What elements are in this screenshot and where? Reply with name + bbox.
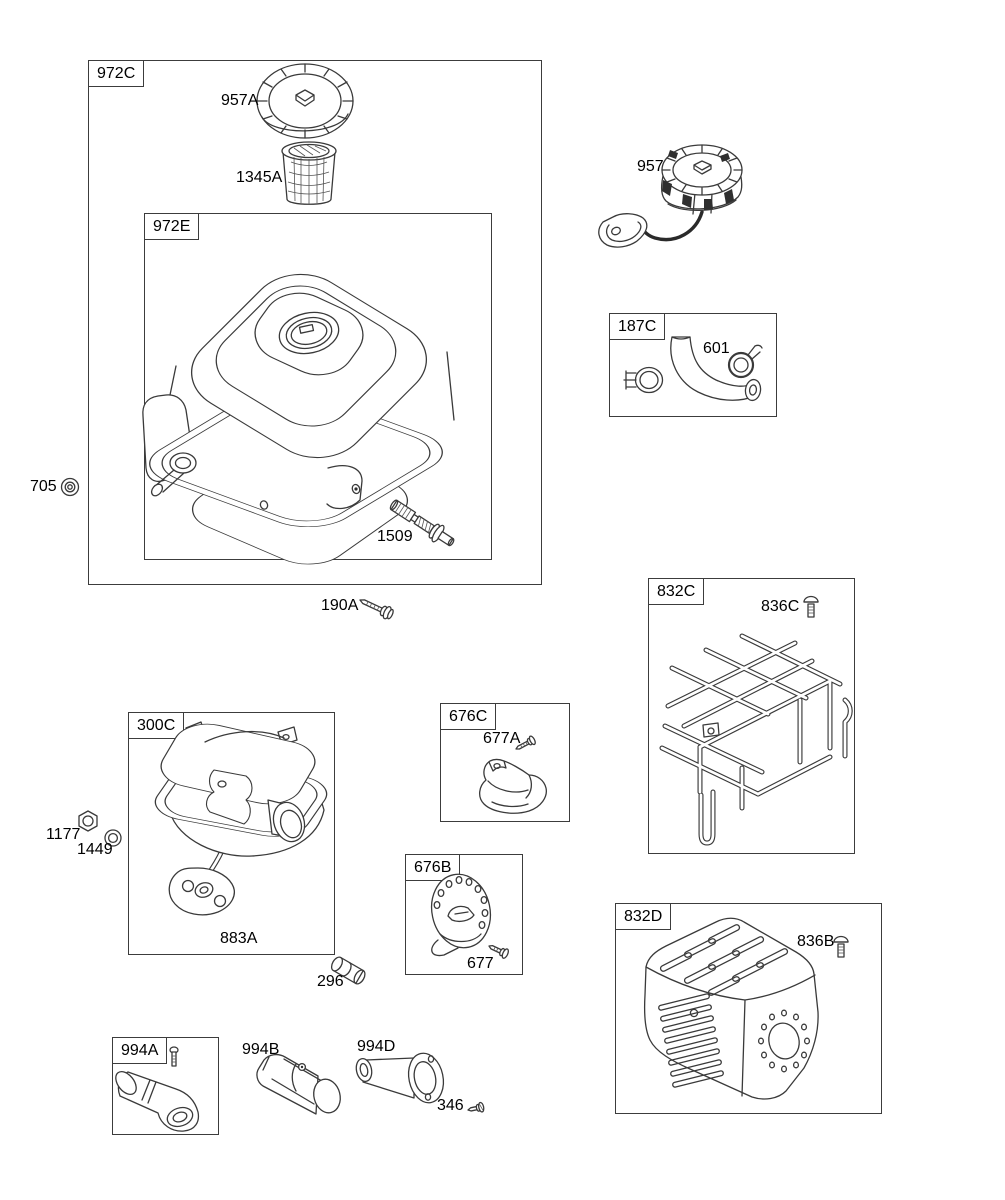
muffler-300c-drawing xyxy=(145,718,336,915)
callout-1345a: 1345A xyxy=(236,169,283,186)
callout-1177: 1177 xyxy=(46,826,81,843)
callout-346: 346 xyxy=(437,1097,464,1114)
callout-957: 957 xyxy=(637,158,664,175)
muffler-shield-832d-drawing xyxy=(645,918,818,1099)
deflector-676c-drawing xyxy=(480,760,547,814)
callout-705: 705 xyxy=(30,478,57,495)
group-label-832d: 832D xyxy=(615,903,671,930)
callout-190a: 190A xyxy=(321,597,359,614)
group-label-676c: 676C xyxy=(440,703,496,730)
group-label-972c: 972C xyxy=(88,60,144,87)
elbow-pipe-994a-drawing xyxy=(112,1047,199,1131)
fuel-hose-drawing xyxy=(624,337,762,401)
callout-677: 677 xyxy=(467,955,494,972)
group-label-300c: 300C xyxy=(128,712,184,739)
group-label-676b: 676B xyxy=(405,854,460,881)
fuel-tank-drawing xyxy=(130,259,461,573)
group-label-187c: 187C xyxy=(609,313,665,340)
group-label-994a: 994A xyxy=(112,1037,167,1064)
callout-994b: 994B xyxy=(242,1041,280,1058)
callout-994d: 994D xyxy=(357,1038,396,1055)
callout-296: 296 xyxy=(317,973,344,990)
washer-705-drawing xyxy=(62,479,79,496)
adapter-994b-drawing xyxy=(257,1055,344,1116)
fuel-cap-957a-drawing xyxy=(257,64,353,138)
screw-190a-drawing xyxy=(357,594,395,621)
screw-346-drawing xyxy=(467,1102,485,1115)
callout-883a: 883A xyxy=(220,930,258,947)
muffler-guard-832c-drawing xyxy=(662,636,850,843)
fuel-strainer-1345a-drawing xyxy=(282,142,336,204)
callout-1449: 1449 xyxy=(77,841,113,858)
callout-601: 601 xyxy=(703,340,730,357)
group-label-832c: 832C xyxy=(648,578,704,605)
nut-1177-drawing xyxy=(79,811,97,831)
callout-957a: 957A xyxy=(221,92,259,109)
callout-836c: 836C xyxy=(761,598,800,615)
callout-677a: 677A xyxy=(483,730,521,747)
screw-836b-drawing xyxy=(834,937,848,957)
flange-plate-676b-drawing xyxy=(425,869,497,956)
screw-836c-drawing xyxy=(804,597,818,617)
flange-tube-994d-drawing xyxy=(354,1050,448,1106)
group-label-972e: 972E xyxy=(144,213,199,240)
callout-836b: 836B xyxy=(797,933,835,950)
callout-1509: 1509 xyxy=(377,528,413,545)
hose-clamp-601-drawing xyxy=(729,345,762,377)
fuel-cap-957-drawing xyxy=(599,145,742,247)
